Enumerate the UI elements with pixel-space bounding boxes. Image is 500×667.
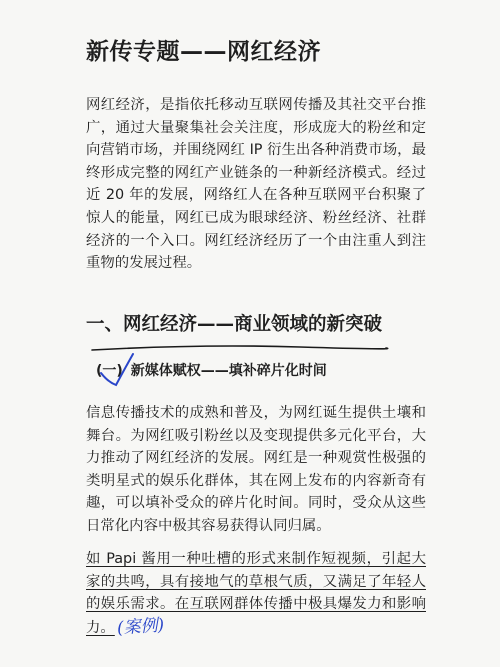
body-paragraph: 信息传播技术的成熟和普及，为网红诞生提供土壤和舞台。为网红吸引粉丝以及变现提供多元化平台，大力推动了网红经济的发展。网红是一种观赏性极强的类明星式的娱乐化群体，其在网上发布的内容新奇有趣，可以填补受众的碎片化时间。同时，受众从这些日常化内容中极其容易获得认同归属。 [86, 405, 426, 534]
sub-heading-text: 新媒体赋权——填补碎片化时间 [130, 363, 327, 379]
sub-heading [96, 360, 436, 382]
sub-heading-marker: (一) [96, 363, 123, 379]
example-text: 如 Papi 酱用一种吐槽的形式来制作短视频，引起大家的共鸣，具有接地气的草根气质，又满足了年轻人的娱乐需求。在互联网群体传播中极具爆发力和影响力。 [86, 551, 426, 636]
section-heading: 一、网红经济——商业领域的新突破 [86, 314, 383, 335]
ink-underline-stroke [92, 346, 388, 350]
example-paragraph [86, 548, 426, 639]
intro-paragraph: 网红经济，是指依托移动互联网传播及其社交平台推广，通过大量聚集社会关注度，形成庞大的粉丝和定向营销市场，并围绕网红 IP 衍生出各种消费市场，最终形成完整的网红产业链条的一种新经济模式。经过近 20 年的发展，网络红人在各种互联网平台积聚了惊人的能量，网红已成为眼球经济、粉丝经济、社群经济的一个入口。网红经济经历了一个由注重人到注重物的发展过程。 [86, 97, 426, 272]
handwritten-note: (案例) [116, 615, 165, 639]
page-title: 新传专题——网红经济 [86, 39, 321, 65]
